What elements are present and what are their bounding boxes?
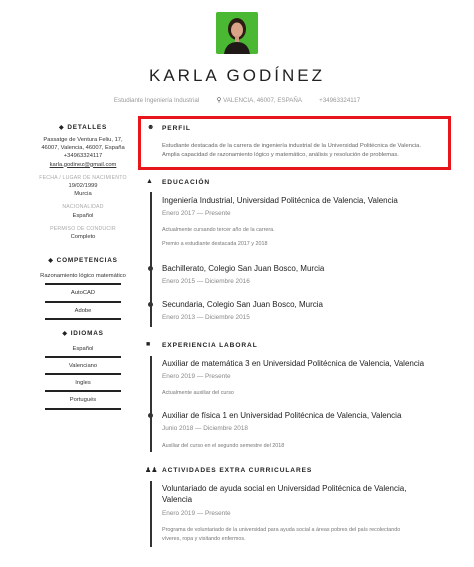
activities-timeline bbox=[150, 481, 152, 547]
language-item: Portugués bbox=[69, 397, 97, 404]
language-level-bar bbox=[45, 408, 121, 410]
header-subtitle bbox=[0, 96, 474, 104]
profile-photo bbox=[216, 12, 258, 54]
address-line1: Passatge de Ventura Feliu, 17, bbox=[43, 137, 123, 143]
briefcase-icon: ■ bbox=[146, 341, 151, 348]
left-column bbox=[33, 124, 133, 414]
profile-text bbox=[162, 142, 447, 160]
timeline-dot bbox=[148, 266, 153, 271]
language-item: Español bbox=[72, 345, 94, 352]
email-link[interactable]: karla.godinez@gmail.com bbox=[49, 161, 117, 168]
birth-place: Murcia bbox=[74, 191, 92, 198]
address-line2: 46007, Valencia, 46007, España bbox=[41, 145, 125, 152]
skill-item: Adobe bbox=[74, 307, 92, 314]
language-item: Ingles bbox=[75, 380, 91, 387]
bullet-icon: ◆ bbox=[48, 258, 54, 265]
location-pin-icon: ⚲ bbox=[216, 97, 222, 104]
activity-desc-line: Programa de voluntariado de la universidad para ayuda social a áreas pobres del país recolectando bbox=[162, 527, 401, 533]
education-heading: EDUCACIÓN bbox=[162, 179, 211, 186]
candidate-name: KARLA GODÍNEZ bbox=[149, 66, 325, 85]
experience-desc: Actualmente auxiliar del curso bbox=[162, 390, 234, 396]
skill-level-bar bbox=[45, 318, 121, 320]
skill-level-bar bbox=[45, 283, 121, 285]
profile-text-line: Estudiante destacada de la carrera de ingeniería industrial de la Universidad Politécnica de Valencia. bbox=[162, 143, 421, 149]
language-item: Valenciano bbox=[68, 363, 98, 370]
education-date: Enero 2017 — Presente bbox=[162, 210, 231, 217]
graduation-cap-icon: ▲ bbox=[146, 178, 153, 185]
education-title: Ingeniería Industrial, Universidad Politécnica de Valencia, Valencia bbox=[162, 196, 398, 205]
experience-title: Auxiliar de física 1 en Universidad Politécnica de Valencia, Valencia bbox=[162, 411, 402, 420]
skill-item: Razonamiento lógico matemático bbox=[40, 273, 126, 280]
skill-item: AutoCAD bbox=[70, 290, 96, 297]
education-title: Secundaria, Colegio San Juan Bosco, Murcia bbox=[162, 300, 323, 309]
language-level-bar bbox=[45, 390, 121, 392]
activities-heading: ACTIVIDADES EXTRA CURRICULARES bbox=[162, 467, 313, 474]
skills-heading: ◆ COMPETENCIAS bbox=[48, 257, 118, 265]
nationality: Español bbox=[72, 212, 94, 219]
education-title: Bachillerato, Colegio San Juan Bosco, Murcia bbox=[162, 264, 325, 273]
activity-date: Enero 2019 — Presente bbox=[162, 510, 231, 517]
activity-desc-line: víveres, ropa y visitando enfermos. bbox=[162, 535, 246, 542]
details-heading: ◆ DETALLES bbox=[58, 124, 108, 131]
timeline-dot bbox=[148, 413, 153, 418]
phone: +34963324117 bbox=[319, 97, 361, 104]
profile-heading: PERFIL bbox=[162, 125, 191, 132]
person-icon: ☻ bbox=[147, 124, 155, 131]
experience-timeline bbox=[150, 356, 152, 452]
education-desc: Actualmente cursando tercer año de la carrera. bbox=[162, 227, 275, 233]
languages-section bbox=[33, 330, 133, 410]
experience-date: Junio 2018 — Diciembre 2018 bbox=[162, 425, 248, 432]
bullet-icon: ◆ bbox=[58, 125, 65, 131]
location: VALENCIA, 46007, ESPAÑA bbox=[223, 97, 302, 104]
profile-text-line: Amplia capacidad de razonamiento lógico y matemático, análisis y resolución de problemas. bbox=[162, 152, 399, 158]
bullet-icon: ◆ bbox=[62, 330, 68, 337]
license: Completo bbox=[70, 234, 96, 241]
skill-level-bar bbox=[45, 301, 121, 303]
experience-desc: Auxiliar del curso en el segundo semestre del 2018 bbox=[162, 443, 285, 449]
education-desc: Premio a estudiante destacada 2017 y 2018 bbox=[162, 241, 268, 247]
languages-heading: ◆ IDIOMAS bbox=[62, 329, 104, 337]
details-section bbox=[33, 124, 133, 241]
activity-title bbox=[162, 484, 447, 505]
language-level-bar bbox=[45, 373, 121, 375]
nationality-label: NACIONALIDAD bbox=[62, 204, 104, 211]
education-date: Enero 2013 — Diciembre 2015 bbox=[162, 314, 250, 321]
skills-section bbox=[33, 257, 133, 320]
language-level-bar bbox=[45, 356, 121, 358]
job-title: Estudiante Ingeniería Industrial bbox=[113, 97, 200, 104]
details-phone: +34963324117 bbox=[63, 153, 103, 160]
education-date: Enero 2015 — Diciembre 2016 bbox=[162, 278, 250, 285]
experience-date: Enero 2019 — Presente bbox=[162, 373, 231, 380]
activity-title-line: Voluntariado de ayuda social en Universidad Politécnica de Valencia, bbox=[162, 484, 407, 493]
experience-heading: EXPERIENCIA LABORAL bbox=[162, 342, 258, 349]
license-label: PERMISO DE CONDUCIR bbox=[50, 225, 116, 232]
timeline-dot bbox=[148, 302, 153, 307]
people-icon: ♟♟ bbox=[145, 467, 158, 474]
activity-title-line: Valencia bbox=[162, 494, 193, 504]
birth-label: FECHA / LUGAR DE NACIMIENTO bbox=[39, 174, 127, 181]
activity-desc bbox=[162, 526, 447, 543]
birth-date: 19/02/1999 bbox=[68, 183, 98, 190]
experience-title: Auxiliar de matemática 3 en Universidad Politécnica de Valencia, Valencia bbox=[162, 359, 425, 368]
